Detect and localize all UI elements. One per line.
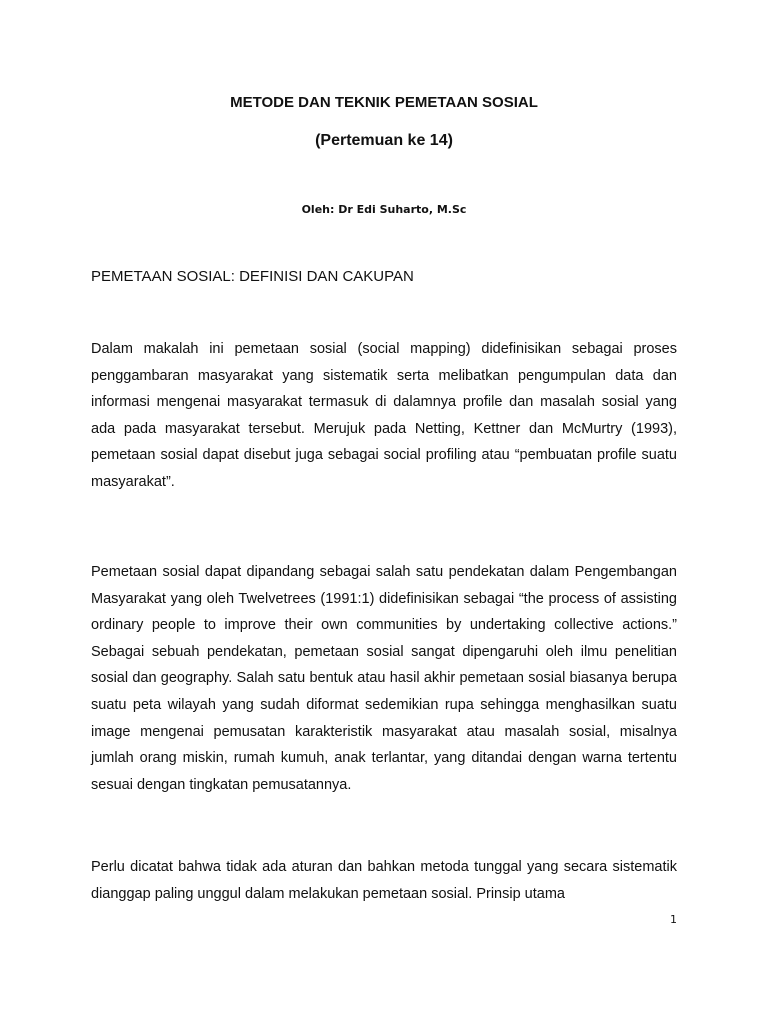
paragraph: Dalam makalah ini pemetaan sosial (social mapping) didefinisikan sebagai proses penggambaran masyarakat yang sistematik serta melibatkan pengumpulan data dan informasi mengenai masyarakat termasuk di dalamnya profile dan masalah sosial yang ada pada masyarakat tersebut. Merujuk pada Netting, Kettner dan McMurtry (1993), pemetaan sosial dapat disebut juga sebagai social profiling atau “pembuatan profile suatu masyarakat”. bbox=[91, 341, 677, 490]
document-title: METODE DAN TEKNIK PEMETAAN SOSIAL bbox=[230, 94, 538, 111]
document-subtitle: (Pertemuan ke 14) bbox=[315, 132, 453, 149]
paragraph: Perlu dicatat bahwa tidak ada aturan dan bahkan metoda tunggal yang secara sistematik dianggap paling unggul dalam melakukan pemetaan sosial. Prinsip utama bbox=[91, 859, 677, 902]
author-line: Oleh: Dr Edi Suharto, M.Sc bbox=[301, 203, 467, 216]
section-heading: PEMETAAN SOSIAL: DEFINISI DAN CAKUPAN bbox=[91, 268, 414, 285]
page-number: 1 bbox=[670, 913, 677, 926]
paragraph: Pemetaan sosial dapat dipandang sebagai salah satu pendekatan dalam Pengembangan Masyarakat yang oleh Twelvetrees (1991:1) didefinisikan sebagai “the process of assisting ordinary people to improve their own communities by undertaking collective actions.” Sebagai sebuah pendekatan, pemetaan sosial sangat dipengaruhi oleh ilmu penelitian sosial dan geography. Salah satu bentuk atau hasil akhir pemetaan sosial biasanya berupa suatu peta wilayah yang sudah diformat sedemikian rupa sehingga menghasilkan suatu image mengenai pemusatan karakteristik masyarakat atau masalah sosial, misalnya jumlah orang miskin, rumah kumuh, anak terlantar, yang ditandai dengan warna tertentu sesuai dengan tingkatan pemusatannya. bbox=[91, 564, 677, 793]
